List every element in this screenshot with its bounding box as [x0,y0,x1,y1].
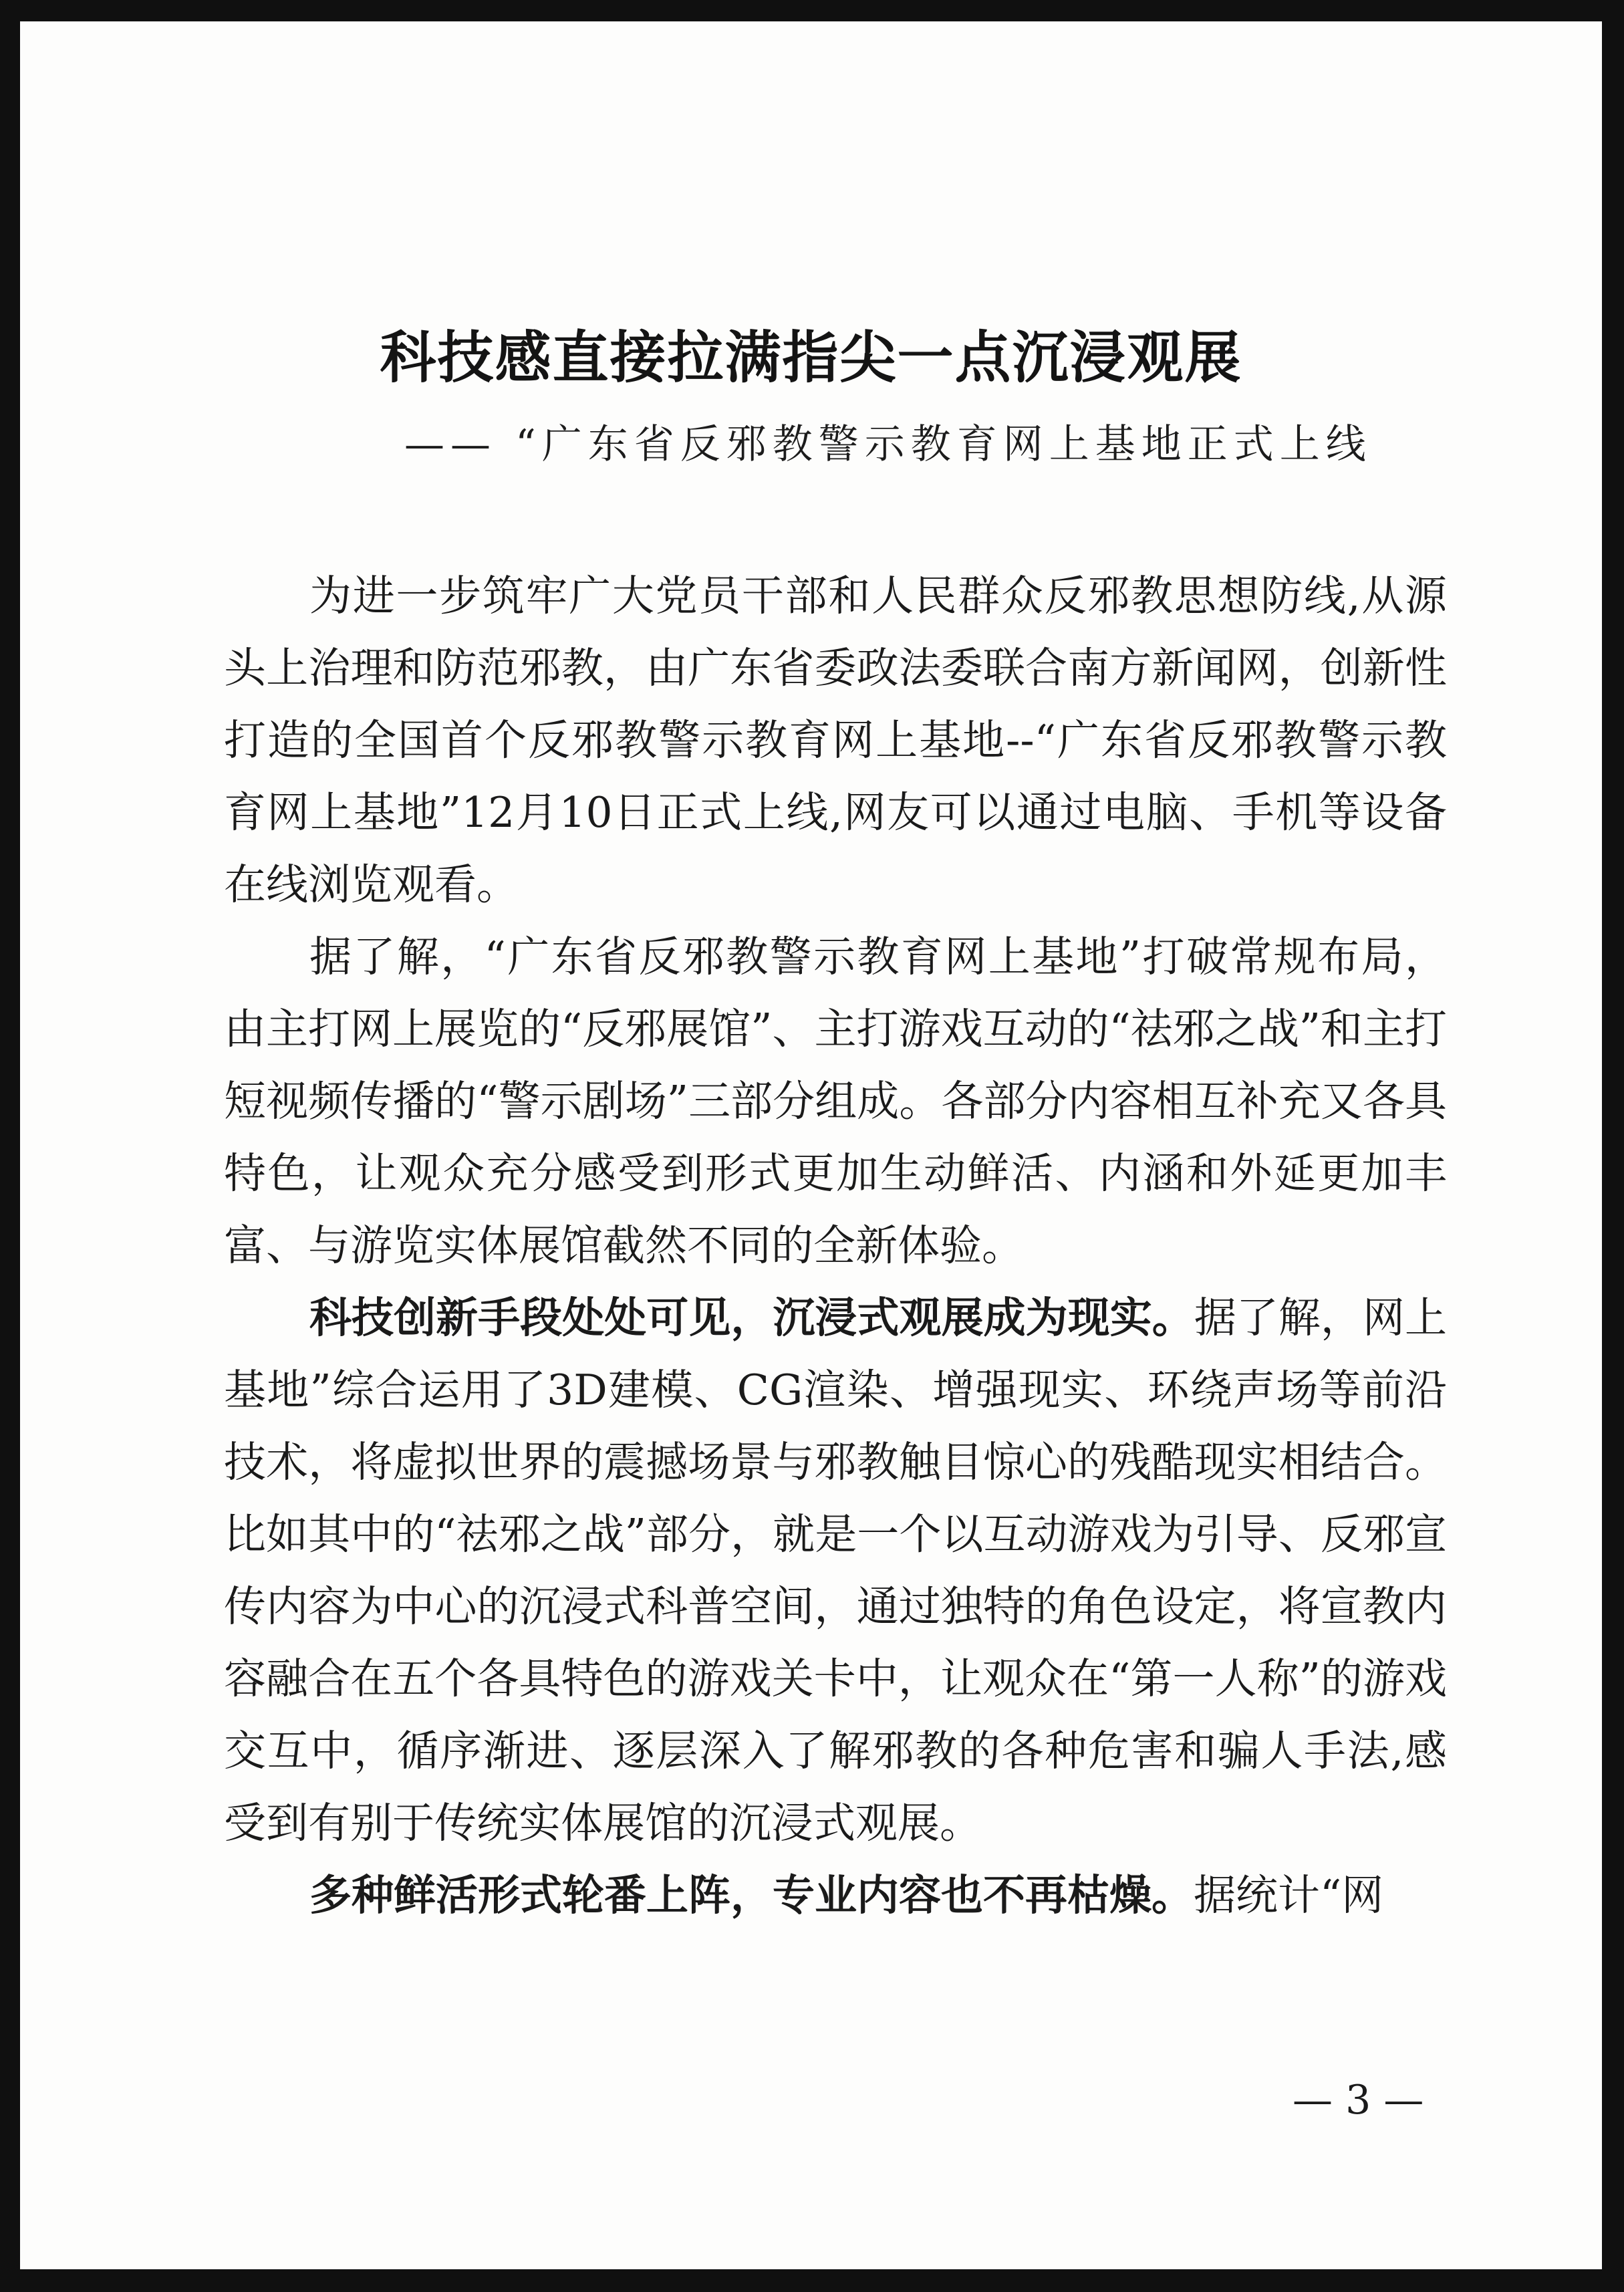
body-paragraph [224,560,1447,921]
document-subtitle: —— “广东省反邪教警示教育网上基地正式上线 [404,421,1372,468]
paragraph-lead: 多种鲜活形式轮番上阵，专业内容也不再枯燥。 [309,1871,1194,1920]
paragraph-text: 为进一步筑牢广大党员干部和人民群众反邪教思想防线,从源头上治理和防范邪教，由广东省委政法委联合南方新闻网，创新性打造的全国首个反邪教警示教育网上基地--“广东省反邪教警示教育网上基地”12月10日正式上线,网友可以通过电脑、手机等设备在线浏览观看。 [224,571,1447,909]
body-paragraph [224,1282,1447,1860]
paragraph-lead: 科技创新手段处处可见，沉浸式观展成为现实。 [309,1293,1194,1342]
document-page [20,21,1602,2269]
paragraph-text: 据了解，“广东省反邪教警示教育网上基地”打破常规布局，由主打网上展览的“反邪展馆”、主打游戏互动的“祛邪之战”和主打短视频传播的“警示剧场”三部分组成。各部分内容相互补充又各具特色，让观众充分感受到形式更加生动鲜活、内涵和外延更加丰富、与游览实体展馆截然不同的全新体验。 [224,932,1447,1270]
document-body [224,560,1447,1932]
paragraph-text: 据了解，网上基地”综合运用了3D建模、CG渲染、增强现实、环绕声场等前沿技术，将虚拟世界的震撼场景与邪教触目惊心的残酷现实相结合。比如其中的“祛邪之战”部分，就是一个以互动游戏为引导、反邪宣传内容为中心的沉浸式科普空间，通过独特的角色设定，将宣教内容融合在五个各具特色的游戏关卡中，让观众在“第一人称”的游戏交互中，循序渐进、逐层深入了解邪教的各种危害和骗人手法,感受到有别于传统实体展馆的沉浸式观展。 [224,1293,1448,1848]
body-paragraph [224,1860,1447,1932]
body-paragraph [224,921,1447,1282]
page-number: — 3 — [1293,2077,1424,2124]
paragraph-text: 据统计“网 [1194,1871,1384,1920]
document-title: 科技感直接拉满指尖一点沉浸观展 [380,324,1242,390]
